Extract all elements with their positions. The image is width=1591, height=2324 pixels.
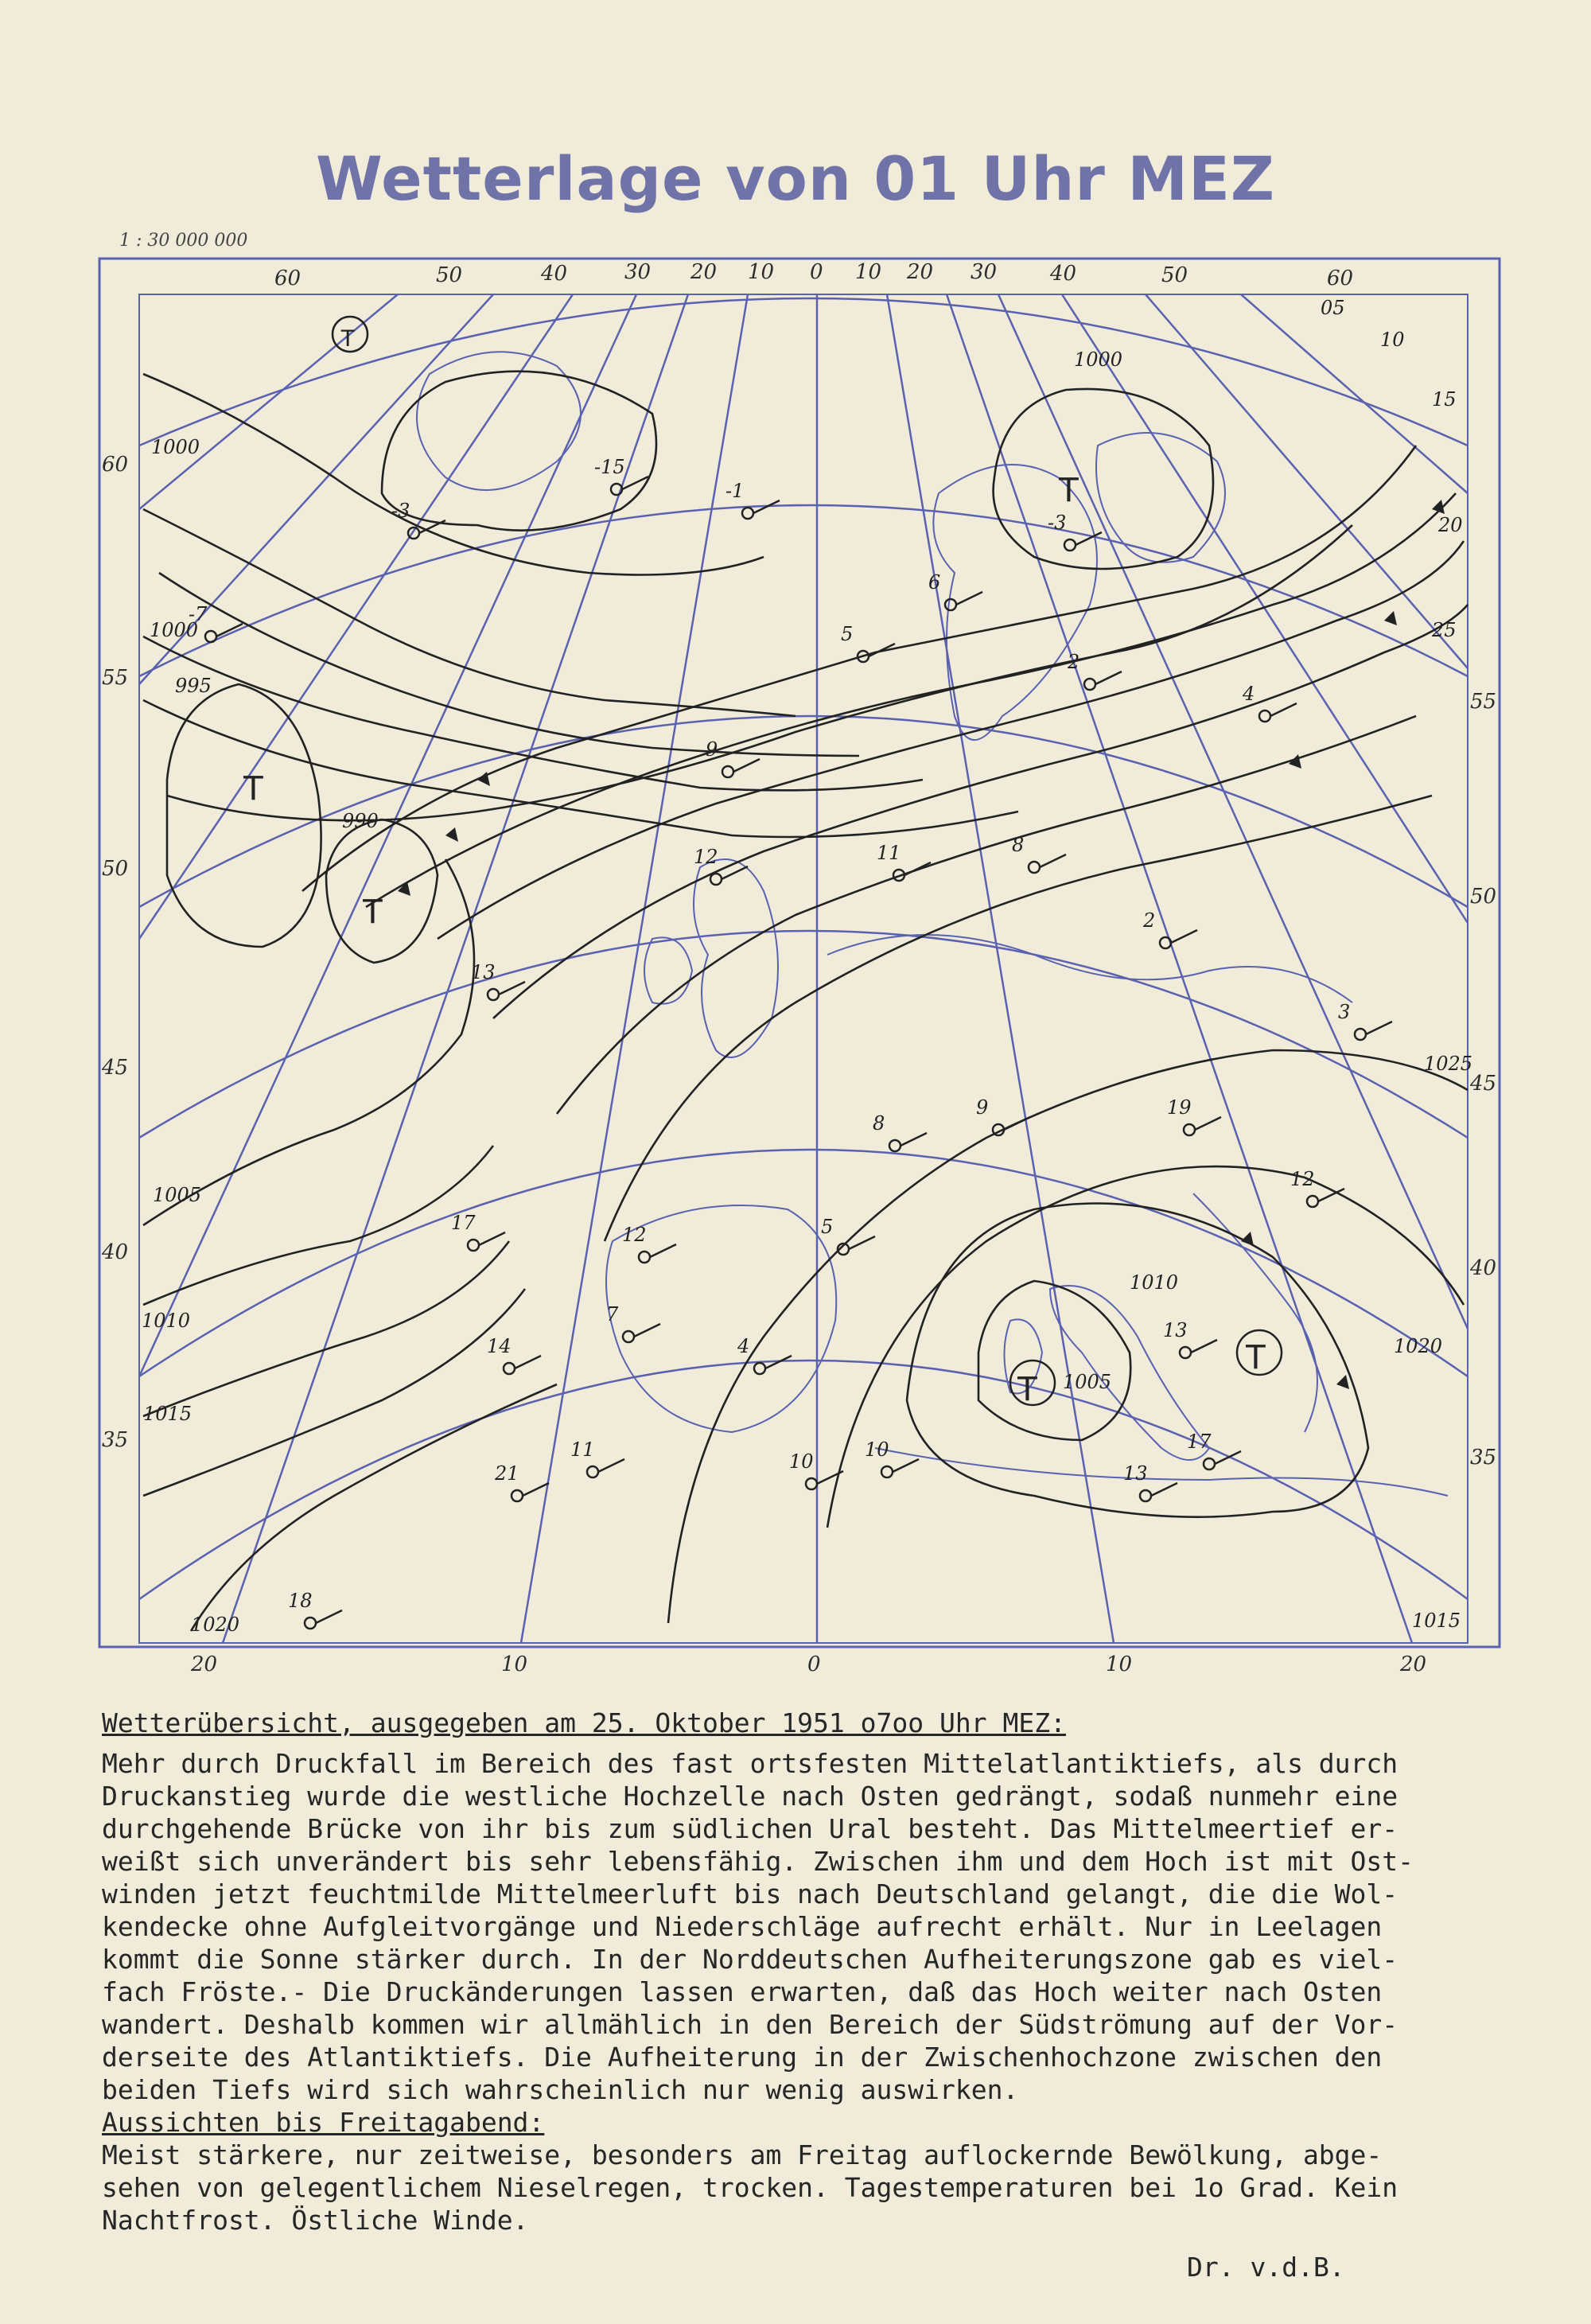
isobar-label: 990 xyxy=(342,810,379,832)
station-temperature: 10 xyxy=(789,1450,814,1473)
latitude-label: 50 xyxy=(102,857,129,881)
isobar-label: 1020 xyxy=(1394,1335,1443,1357)
isobar-label: 1015 xyxy=(143,1403,193,1425)
station-temperature: -1 xyxy=(725,480,745,502)
station-temperature: 21 xyxy=(495,1462,519,1485)
wind-barb xyxy=(817,1471,843,1484)
station-temperature: 18 xyxy=(288,1590,313,1612)
report-line: winden jetzt feuchtmilde Mittelmeerluft bis nach Deutschland gelangt, die die Wol- xyxy=(102,1878,1398,1909)
wind-barb xyxy=(1215,1451,1241,1464)
wind-barb xyxy=(849,1236,875,1249)
report-line: Mehr durch Druckfall im Bereich des fast ortsfesten Mittelatlantiktiefs, als durch xyxy=(102,1748,1398,1779)
latitude-label: 55 xyxy=(102,666,129,690)
station-circle xyxy=(504,1363,515,1374)
station-circle xyxy=(881,1466,893,1477)
latitude-label: 35 xyxy=(102,1428,129,1452)
pressure-center-label: T xyxy=(362,892,383,931)
station-temperature: 8 xyxy=(873,1112,885,1135)
wind-barb xyxy=(634,1324,660,1337)
pressure-center-label: T xyxy=(1058,470,1079,509)
wind-barb xyxy=(956,592,982,605)
longitude-label: 50 xyxy=(436,263,463,287)
pressure-center-label: T xyxy=(340,325,356,352)
pressure-center-label: T xyxy=(1245,1337,1266,1376)
station-circle xyxy=(806,1478,817,1489)
station-circle xyxy=(722,766,733,777)
longitude-label: 10 xyxy=(748,260,775,284)
station-temperature: 7 xyxy=(606,1303,619,1325)
forecast-line: Nachtfrost. Östliche Winde. xyxy=(102,2205,529,2236)
station-temperature: 13 xyxy=(1123,1462,1148,1485)
latitude-label: 45 xyxy=(1470,1072,1497,1096)
pressure-center-label: T xyxy=(1017,1369,1038,1408)
report-line: wandert. Deshalb kommen wir allmählich in den Bereich der Südströmung auf der Vor- xyxy=(102,2009,1398,2040)
station-circle xyxy=(468,1240,479,1251)
isobars xyxy=(143,372,1468,1631)
isobar-label: 1005 xyxy=(153,1184,202,1206)
station-circle xyxy=(1084,679,1095,690)
station-temperature: 2 xyxy=(1068,651,1080,673)
station-circle xyxy=(1180,1347,1191,1358)
station-temperature: 12 xyxy=(1290,1168,1315,1190)
station-circle xyxy=(623,1331,634,1342)
wind-barb xyxy=(893,1459,919,1472)
wind-barb xyxy=(316,1610,342,1623)
latitude-label: 35 xyxy=(1470,1446,1497,1470)
station-temperature: -3 xyxy=(391,500,410,522)
signature: Dr. v.d.B. xyxy=(1187,2252,1345,2283)
wind-barb xyxy=(598,1459,624,1472)
station-temperature: 17 xyxy=(1187,1431,1212,1453)
report-line: fach Fröste.- Die Druckänderungen lassen erwarten, daß das Hoch weiter nach Osten xyxy=(102,1976,1383,2007)
forecast-line: sehen von gelegentlichem Nieselregen, trocken. Tagestemperaturen bei 1o Grad. Kein xyxy=(102,2172,1398,2203)
longitude-label: 10 xyxy=(501,1652,528,1676)
station-temperature: -3 xyxy=(1048,512,1067,534)
wind-barb xyxy=(479,1232,505,1245)
station-circle xyxy=(1259,710,1270,722)
station-temperature: 5 xyxy=(821,1216,834,1238)
wind-barb xyxy=(523,1483,549,1496)
wind-barb xyxy=(901,1133,927,1146)
station-circle xyxy=(742,508,753,519)
forecast-line: Meist stärkere, nur zeitweise, besonders am Freitag auflockernde Bewölkung, abge- xyxy=(102,2139,1383,2170)
station-circle xyxy=(1140,1490,1151,1501)
station-circle xyxy=(1029,862,1040,873)
latitude-labels xyxy=(101,453,1496,1470)
map-scale: 1 : 30 000 000 xyxy=(119,231,248,251)
report-heading: Wetterübersicht, ausgegeben am 25. Oktober 1951 o7oo Uhr MEZ: xyxy=(102,1707,1066,1738)
station-temperature: -15 xyxy=(594,456,625,478)
isobar-label: 1000 xyxy=(1074,348,1123,371)
report-line: derseite des Atlantiktiefs. Die Aufheiterung in der Zwischenhochzone zwischen den xyxy=(102,2042,1383,2073)
station-circle xyxy=(710,874,722,885)
longitude-labels-bottom xyxy=(190,1652,1426,1676)
station-temperature: 4 xyxy=(737,1335,750,1357)
report-line: durchgehende Brücke von ihr bis zum südlichen Ural besteht. Das Mittelmeertief er- xyxy=(102,1813,1398,1844)
isobar-label: 1015 xyxy=(1412,1610,1461,1632)
longitude-label: 40 xyxy=(1050,262,1077,286)
longitude-label: 20 xyxy=(191,1652,218,1676)
station-circle xyxy=(754,1363,765,1374)
station-circle xyxy=(512,1490,523,1501)
isobar-label: 25 xyxy=(1432,619,1457,641)
station-circle xyxy=(1160,937,1171,948)
longitude-label: 0 xyxy=(807,1652,821,1676)
wind-barb xyxy=(1171,930,1197,943)
report-line: beiden Tiefs wird sich wahrscheinlich nur wenig auswirken. xyxy=(102,2074,1019,2105)
wind-barb xyxy=(650,1244,676,1257)
station-temperature: 11 xyxy=(877,842,901,864)
station-temperature: 14 xyxy=(487,1335,512,1357)
isobar-label: 1020 xyxy=(191,1614,240,1636)
latitude-label: 50 xyxy=(1470,885,1497,909)
map-frame-outer xyxy=(99,259,1500,1647)
station-temperature: 12 xyxy=(694,846,718,868)
station-temperature: 12 xyxy=(622,1224,647,1246)
forecast-heading: Aussichten bis Freitagabend: xyxy=(102,2107,545,2138)
longitude-label: 50 xyxy=(1161,263,1188,287)
station-temperature: 11 xyxy=(570,1438,595,1461)
isobar-label: 1010 xyxy=(1130,1271,1179,1294)
wind-barb xyxy=(1040,854,1066,867)
latitude-label: 45 xyxy=(102,1056,129,1080)
station-temperature: 9 xyxy=(976,1096,989,1119)
wind-barb xyxy=(733,759,760,772)
latitude-label: 40 xyxy=(1470,1256,1497,1280)
station-temperature: 13 xyxy=(1163,1319,1188,1341)
weather-report xyxy=(102,1707,1502,2236)
wind-barb xyxy=(1191,1340,1217,1353)
longitude-label: 10 xyxy=(855,260,882,284)
longitude-label: 20 xyxy=(907,260,934,284)
station-temperature: 9 xyxy=(706,738,718,761)
station-temperature: 5 xyxy=(841,623,854,645)
wind-barb xyxy=(1195,1117,1221,1130)
wind-barb xyxy=(1095,672,1122,684)
isobar-label: 1010 xyxy=(142,1310,191,1332)
front-symbols xyxy=(398,500,1445,1389)
longitude-label: 20 xyxy=(1400,1652,1427,1676)
report-line: Druckanstieg wurde die westliche Hochzelle nach Osten gedrängt, sodaß nunmehr eine xyxy=(102,1781,1398,1812)
station-temperature: -7 xyxy=(189,603,208,625)
latitude-label: 40 xyxy=(102,1240,129,1264)
isobar-label: 10 xyxy=(1380,329,1405,351)
isobar-label: 05 xyxy=(1321,297,1345,319)
longitude-label: 60 xyxy=(1327,267,1354,290)
pressure-centers xyxy=(243,325,1266,1408)
station-circle xyxy=(1184,1124,1195,1135)
station-circle xyxy=(587,1466,598,1477)
station-temperature: 2 xyxy=(1143,909,1156,932)
longitude-label: 60 xyxy=(274,267,301,290)
latitude-label: 55 xyxy=(1470,690,1497,714)
longitude-label: 30 xyxy=(624,260,652,284)
station-temperature: 8 xyxy=(1012,834,1025,856)
station-temperature: 13 xyxy=(471,961,496,983)
isobar-label: 15 xyxy=(1432,388,1457,411)
station-circle xyxy=(639,1252,650,1263)
longitude-label: 30 xyxy=(971,260,998,284)
station-circle xyxy=(1064,539,1076,551)
isobar-label: 20 xyxy=(1438,514,1463,536)
isobar-label: 1000 xyxy=(150,619,199,641)
longitude-label: 0 xyxy=(810,260,823,284)
station-circle xyxy=(889,1140,901,1151)
longitude-label: 40 xyxy=(541,262,568,286)
station-circle xyxy=(1355,1029,1366,1040)
station-circle xyxy=(488,989,499,1000)
station-temperature: 10 xyxy=(865,1438,889,1461)
station-temperature: 3 xyxy=(1338,1001,1351,1023)
wind-barb xyxy=(1151,1483,1177,1496)
coastlines xyxy=(417,352,1448,1496)
station-temperature: 4 xyxy=(1243,683,1255,705)
isobar-labels xyxy=(142,297,1472,1636)
isobar-label: 1025 xyxy=(1424,1053,1473,1075)
wind-barb xyxy=(515,1356,541,1368)
report-line: weißt sich unverändert bis sehr lebensfähig. Zwischen ihm und dem Hoch ist mit Ost- xyxy=(102,1846,1414,1877)
station-temperature: 19 xyxy=(1167,1096,1192,1119)
station-circle xyxy=(205,631,216,642)
isobar-label: 995 xyxy=(175,675,212,697)
map-title-stamp: Wetterlage von 01 Uhr MEZ xyxy=(315,143,1276,214)
isobar-label: 1005 xyxy=(1063,1371,1112,1393)
station-circle xyxy=(305,1617,316,1629)
station-temperature: 17 xyxy=(451,1212,476,1234)
station-circle xyxy=(1204,1458,1215,1470)
wind-barb xyxy=(1270,703,1297,716)
report-line: kendecke ohne Aufgleitvorgänge und Niederschläge aufrecht erhält. Nur in Leelagen xyxy=(102,1911,1383,1942)
station-temperature: 6 xyxy=(928,571,941,594)
pressure-center-label: T xyxy=(243,769,264,808)
longitude-label: 20 xyxy=(690,260,718,284)
report-line: kommt die Sonne stärker durch. In der Norddeutschen Aufheiterungszone gab es viel- xyxy=(102,1944,1398,1975)
wind-barb xyxy=(1366,1022,1392,1034)
latitude-label: 60 xyxy=(102,453,129,477)
parallel-lines xyxy=(139,298,1468,1599)
station-circle xyxy=(945,599,956,610)
isobar-label: 1000 xyxy=(151,436,200,458)
longitude-labels-top xyxy=(274,260,1353,290)
wind-barb xyxy=(904,862,931,875)
station-markers xyxy=(189,456,1392,1629)
station-circle xyxy=(1307,1196,1318,1207)
longitude-label: 10 xyxy=(1106,1652,1133,1676)
